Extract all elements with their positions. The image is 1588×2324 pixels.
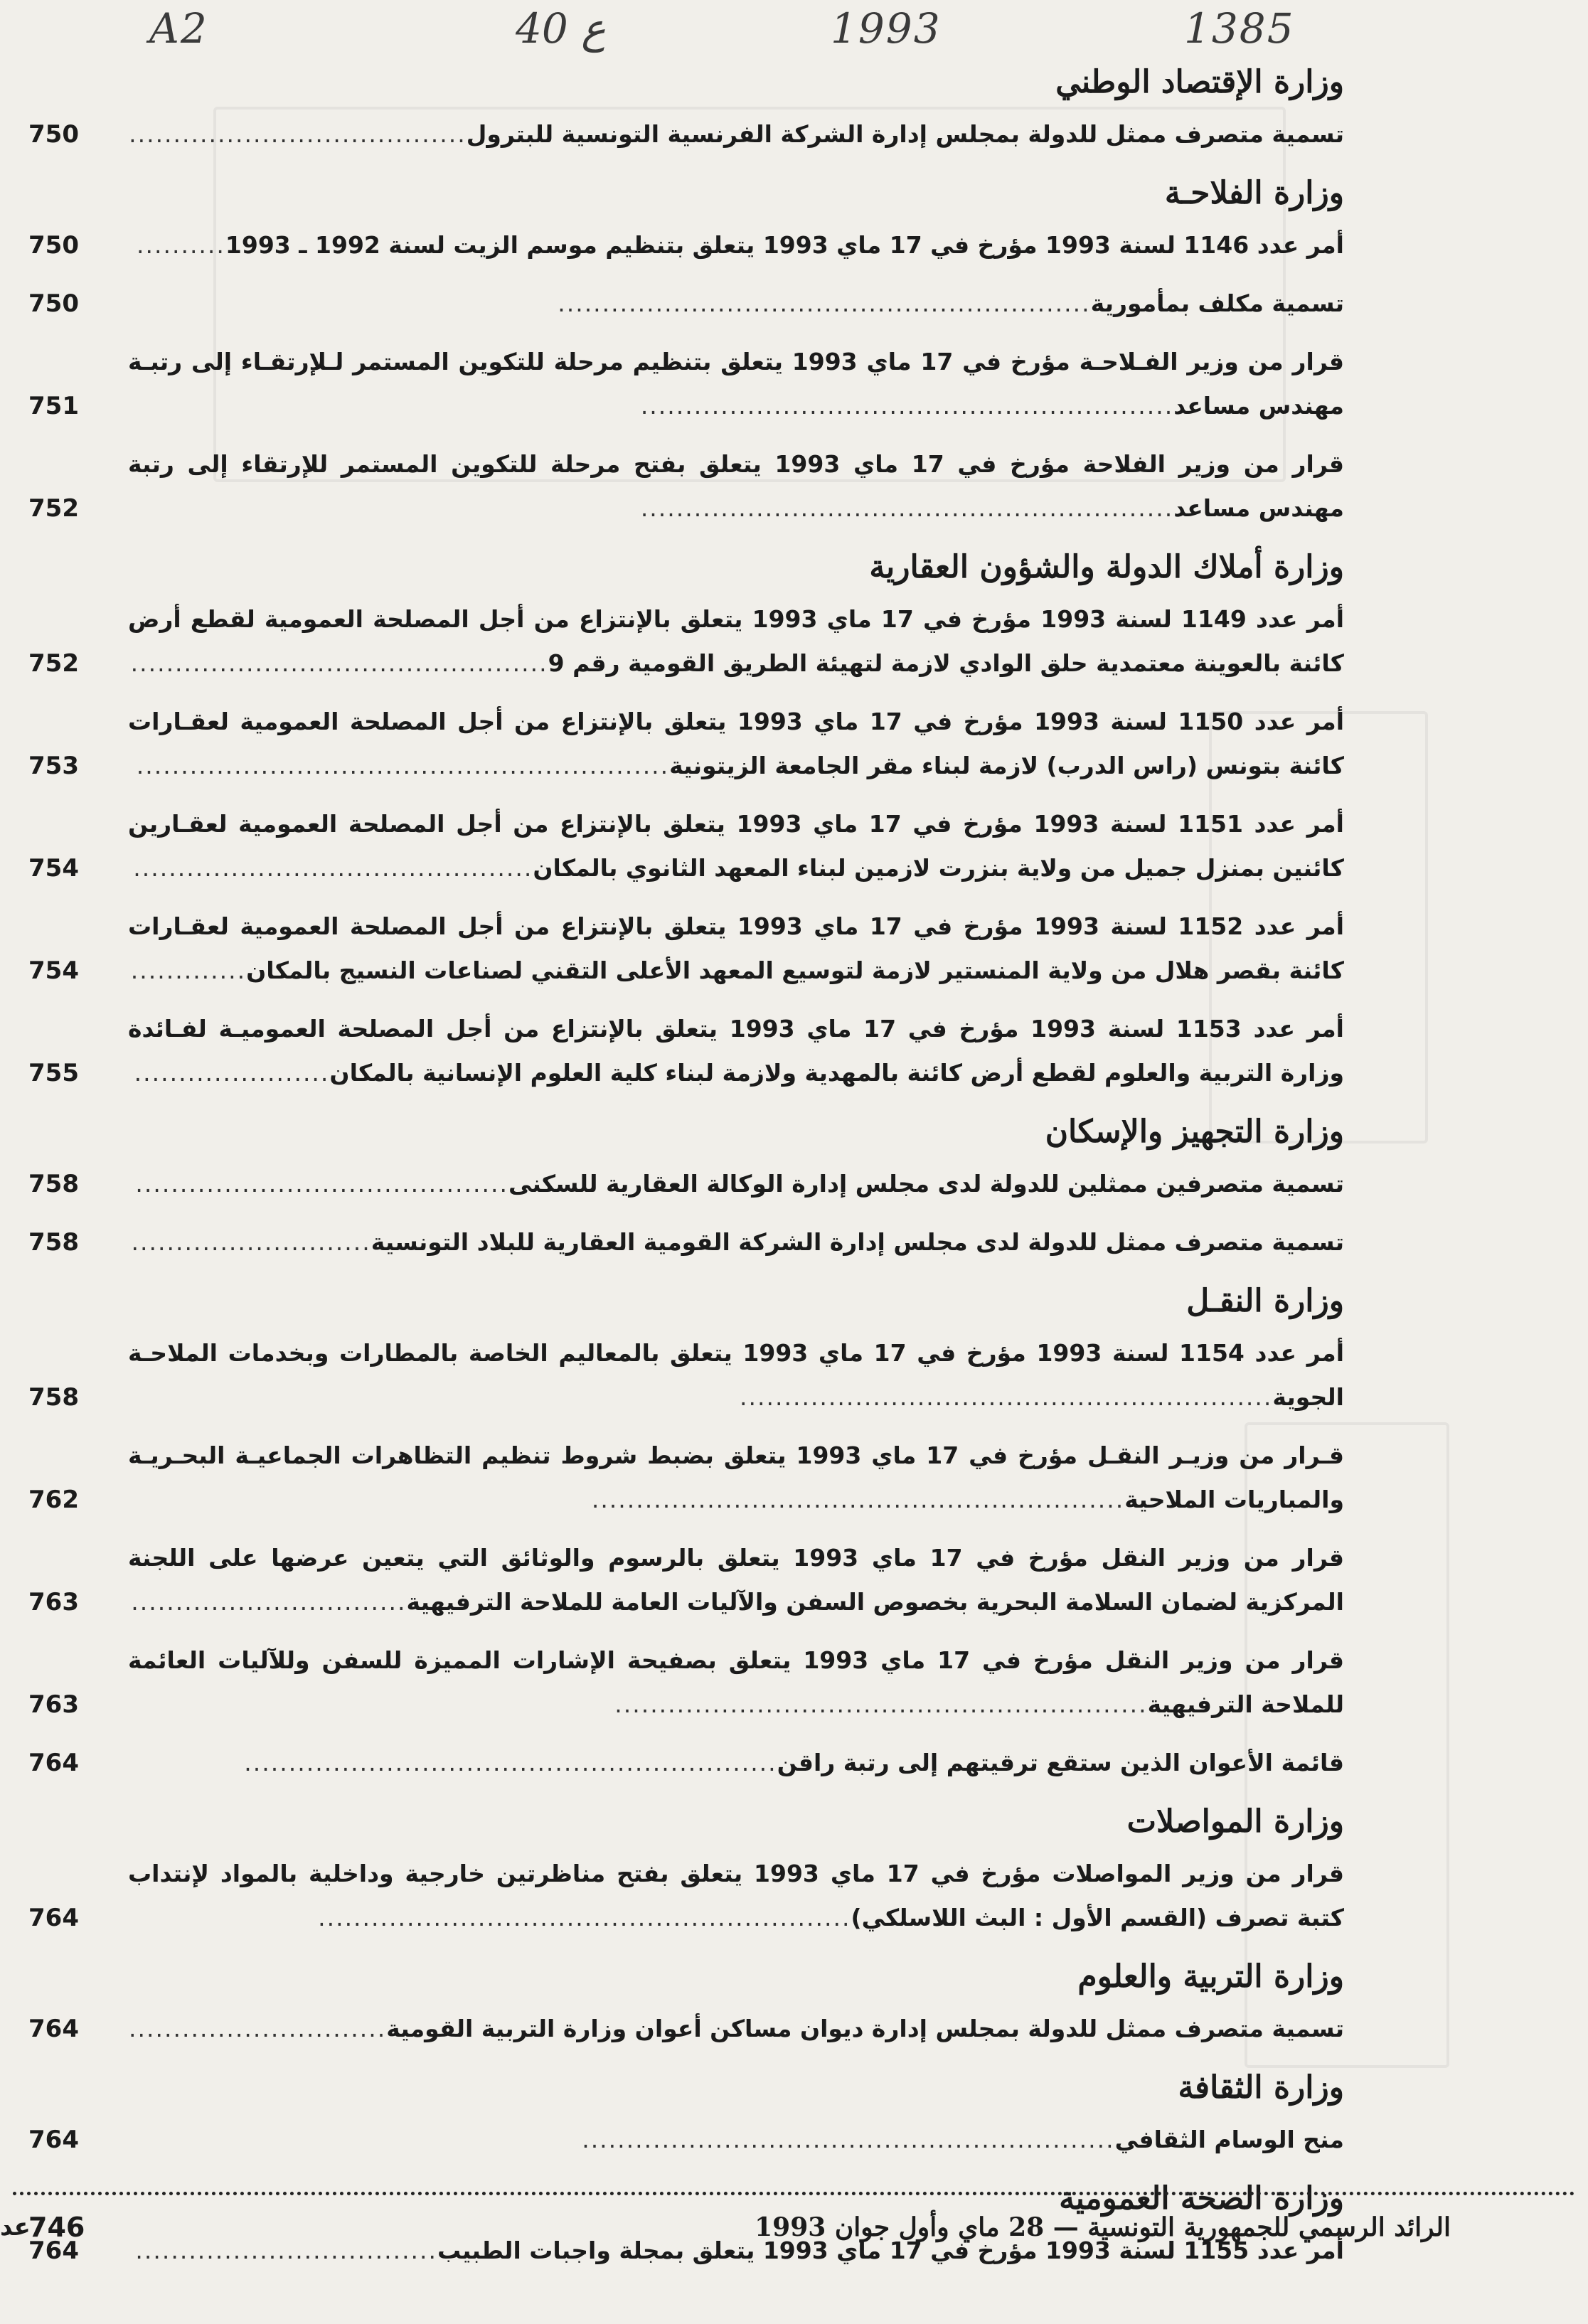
toc-entry[interactable]: [28, 1638, 1344, 1727]
leader-dots: ............................................................: [591, 1486, 1125, 1513]
ministry-heading: وزارة النقـل: [1186, 1283, 1344, 1319]
leader-dots: ..........: [137, 231, 225, 259]
entry-page-number: 764: [28, 1904, 79, 1932]
entry-page-number: 763: [28, 1690, 79, 1719]
toc-section: [28, 60, 1344, 156]
leader-dots: .............................................: [133, 854, 533, 882]
cropped-edge-text: عد: [0, 2213, 31, 2242]
leader-dots: .............................: [129, 2015, 387, 2042]
toc-section: [28, 1109, 1344, 1264]
entry-page-number: 750: [28, 231, 79, 260]
entry-page-number: 755: [28, 1059, 79, 1087]
toc-entry[interactable]: [28, 1162, 1344, 1206]
entry-text: تسمية متصرفين ممثلين للدولة لدى مجلس إدارة الوكالة العقارية للسكنى: [508, 1170, 1344, 1198]
entry-page-number: 764: [28, 2237, 79, 2265]
entry-page-number: 758: [28, 1170, 79, 1198]
entry-page-number: 751: [28, 392, 79, 420]
ministry-heading: وزارة الإقتصاد الوطني: [1055, 64, 1344, 100]
entry-page-number: 763: [28, 1588, 79, 1616]
table-of-contents: [28, 50, 1344, 2287]
leader-dots: ............................................................: [640, 392, 1174, 420]
toc-section: [28, 1954, 1344, 2051]
leader-dots: ............................................................: [640, 494, 1174, 522]
footer-journal-title: الرائد الرسمي للجمهورية التونسية — 28 ماي وأول جوان 1993: [755, 2212, 1451, 2242]
entry-text: أمر عدد 1152 لسنة 1993 مؤرخ في 17 ماي 1993 يتعلق بالإنتزاع من أجل المصلحة العمومية لعقـارات كائنة بقصر هلال من ولاية المنستير لازمة لتوسيع المعهد الأعلى التقني لصناعات النسيج بالمكان: [128, 912, 1345, 984]
toc-entry[interactable]: [28, 442, 1344, 531]
entry-page-number: 750: [28, 289, 79, 318]
leader-dots: ............................................................: [740, 1383, 1273, 1411]
toc-entry[interactable]: [28, 802, 1344, 890]
entry-page-number: 762: [28, 1486, 79, 1514]
handwritten-annotation: 1993: [831, 4, 942, 53]
ministry-heading: وزارة الفلاحـة: [1164, 175, 1344, 211]
entry-text: قائمة الأعوان الذين ستقع ترقيتهم إلى رتبة راقن: [777, 1749, 1344, 1776]
toc-entry[interactable]: [28, 1331, 1344, 1419]
toc-entry[interactable]: [28, 223, 1344, 267]
toc-section: [28, 171, 1344, 531]
entry-page-number: 764: [28, 2015, 79, 2043]
entry-page-number: 753: [28, 752, 79, 780]
toc-entry[interactable]: [28, 1220, 1344, 1264]
entry-page-number: 758: [28, 1383, 79, 1412]
handwritten-annotation: 1385: [1184, 4, 1295, 53]
toc-entry[interactable]: [28, 282, 1344, 326]
entry-text: أمر عدد 1154 لسنة 1993 مؤرخ في 17 ماي 1993 يتعلق بالمعاليم الخاصة بالمطارات وبخدمات الملاحـة الجوية: [128, 1339, 1345, 1411]
ministry-heading: وزارة الصحة العمومية: [1059, 2180, 1344, 2217]
leader-dots: ............................................................: [136, 752, 670, 779]
entry-text: تسمية متصرف ممثل للدولة بمجلس إدارة الشركة الفرنسية التونسية للبترول: [466, 120, 1344, 148]
entry-text: أمر عدد 1150 لسنة 1993 مؤرخ في 17 ماي 1993 يتعلق بالإنتزاع من أجل المصلحة العمومية لعقـارات كائنة بتونس (راس الدرب) لازمة لبناء مقر الجامعة الزيتونية: [128, 708, 1345, 779]
leader-dots: ......................................: [129, 120, 467, 148]
leader-dots: ............................................................: [244, 1749, 777, 1776]
entry-text: أمر عدد 1155 لسنة 1993 مؤرخ في 17 ماي 1993 يتعلق بمجلة واجبات الطبيب: [437, 2237, 1344, 2264]
toc-entry[interactable]: [28, 1434, 1344, 1522]
entry-text: قرار من وزير النقل مؤرخ في 17 ماي 1993 يتعلق بصفيحة الإشارات المميزة للسفن وللآليات العائمة للملاحة الترفيهية: [128, 1646, 1344, 1718]
toc-section: [28, 545, 1344, 1095]
toc-entry[interactable]: [28, 2118, 1344, 2162]
handwritten-annotation: A2: [149, 4, 208, 53]
entry-text: تسمية مكلف بمأمورية: [1090, 289, 1344, 317]
entry-page-number: 752: [28, 494, 79, 523]
entry-page-number: 758: [28, 1228, 79, 1257]
page-footer: [28, 2212, 1451, 2243]
entry-text: تسمية متصرف ممثل للدولة لدى مجلس إدارة الشركة القومية العقارية للبلاد التونسية: [371, 1228, 1344, 1256]
leader-dots: ...........................: [131, 1228, 371, 1256]
toc-entry[interactable]: [28, 2007, 1344, 2051]
leader-dots: ..........................................: [135, 1170, 508, 1198]
toc-section: [28, 1799, 1344, 1940]
ministry-heading: وزارة التجهيز والإسكان: [1045, 1114, 1344, 1150]
entry-page-number: 754: [28, 956, 79, 985]
handwritten-annotation: 40 ع: [516, 4, 606, 53]
entry-text: قرار من وزير الفلاحة مؤرخ في 17 ماي 1993 يتعلق بفتح مرحلة للتكوين المستمر للإرتقاء إلى رتبة مهندس مساعد: [128, 450, 1344, 522]
leader-dots: ......................: [134, 1059, 330, 1087]
ministry-heading: وزارة المواصلات: [1126, 1803, 1344, 1840]
entry-page-number: 764: [28, 2126, 79, 2154]
toc-entry[interactable]: [28, 1741, 1344, 1785]
entry-text: قرار من وزير النقل مؤرخ في 17 ماي 1993 يتعلق بالرسوم والوثائق التي يتعين عرضها على اللجنة المركزية لضمان السلامة البحرية بخصوص السفن والآليات العامة للملاحة الترفيهية: [128, 1544, 1344, 1616]
entry-page-number: 750: [28, 120, 79, 149]
footer-page-number: 746: [28, 2212, 85, 2243]
toc-entry[interactable]: [28, 1852, 1344, 1940]
toc-entry[interactable]: [28, 905, 1344, 993]
leader-dots: ............................................................: [558, 289, 1091, 317]
leader-dots: .............: [130, 956, 247, 984]
entry-text: قرار من وزير المواصلات مؤرخ في 17 ماي 1993 يتعلق بفتح مناظرتين خارجية وداخلية بالمواد لإنتداب كتبة تصرف (القسم الأول : البث اللاسلكي): [128, 1860, 1345, 1931]
leader-dots: ...............................: [131, 1588, 407, 1616]
entry-text: منح الوسام الثقافي: [1114, 2126, 1344, 2153]
entry-text: أمر عدد 1151 لسنة 1993 مؤرخ في 17 ماي 1993 يتعلق بالإنتزاع من أجل المصلحة العمومية لعقـارين كائنين بمنزل جميل من ولاية بنزرت لازمين لبناء المعهد الثانوي بالمكان: [128, 810, 1344, 882]
ministry-heading: وزارة التربية والعلوم: [1077, 1958, 1344, 1995]
toc-entry[interactable]: [28, 700, 1344, 788]
entry-page-number: 752: [28, 649, 79, 678]
ministry-heading: وزارة أملاك الدولة والشؤون العقارية: [869, 549, 1344, 585]
entry-text: أمر عدد 1149 لسنة 1993 مؤرخ في 17 ماي 1993 يتعلق بالإنتزاع من أجل المصلحة العمومية لقطع أرض كائنة بالعوينة معتمدية حلق الوادي لازمة لتهيئة الطريق القومية رقم 9: [128, 605, 1345, 677]
leader-dots: ............................................................: [582, 2126, 1115, 2153]
entry-text: قرار من وزير الفـلاحـة مؤرخ في 17 ماي 1993 يتعلق بتنظيم مرحلة للتكوين المستمر لـلإرتقـاء إلى رتبـة مهندس مساعد: [128, 348, 1344, 420]
leader-dots: ............................................................: [614, 1690, 1148, 1718]
toc-section: [28, 2065, 1344, 2162]
toc-entry[interactable]: [28, 340, 1344, 428]
footer-divider: [13, 2192, 1575, 2195]
toc-entry[interactable]: [28, 1007, 1344, 1095]
leader-dots: ............................................................: [318, 1904, 851, 1931]
entry-text: أمر عدد 1153 لسنة 1993 مؤرخ في 17 ماي 1993 يتعلق بالإنتزاع من أجل المصلحة العموميـة لفـائدة وزارة التربية والعلوم لقطع أرض كائنة بالمهدية ولازمة لبناء كلية العلوم الإنسانية بالمكان: [128, 1015, 1344, 1087]
ministry-heading: وزارة الثقافة: [1178, 2069, 1344, 2106]
leader-dots: ..................................: [135, 2237, 438, 2264]
leader-dots: ...............................................: [130, 649, 548, 677]
toc-entry[interactable]: [28, 597, 1344, 686]
entry-text: أمر عدد 1146 لسنة 1993 مؤرخ في 17 ماي 1993 يتعلق بتنظيم موسم الزيت لسنة 1992 ـ 1993: [225, 231, 1344, 259]
toc-section: [28, 1279, 1344, 1785]
toc-entry[interactable]: [28, 1536, 1344, 1624]
toc-entry[interactable]: [28, 112, 1344, 156]
entry-text: تسمية متصرف ممثل للدولة بمجلس إدارة ديوان مساكن أعوان وزارة التربية القومية: [386, 2015, 1344, 2042]
entry-page-number: 764: [28, 1749, 79, 1777]
entry-text: قـرار من وزيـر النقـل مؤرخ في 17 ماي 1993 يتعلق بضبط شروط تنظيم التظاهرات الجماعيـة البحـريـة والمباريات الملاحية: [128, 1441, 1344, 1513]
entry-page-number: 754: [28, 854, 79, 883]
